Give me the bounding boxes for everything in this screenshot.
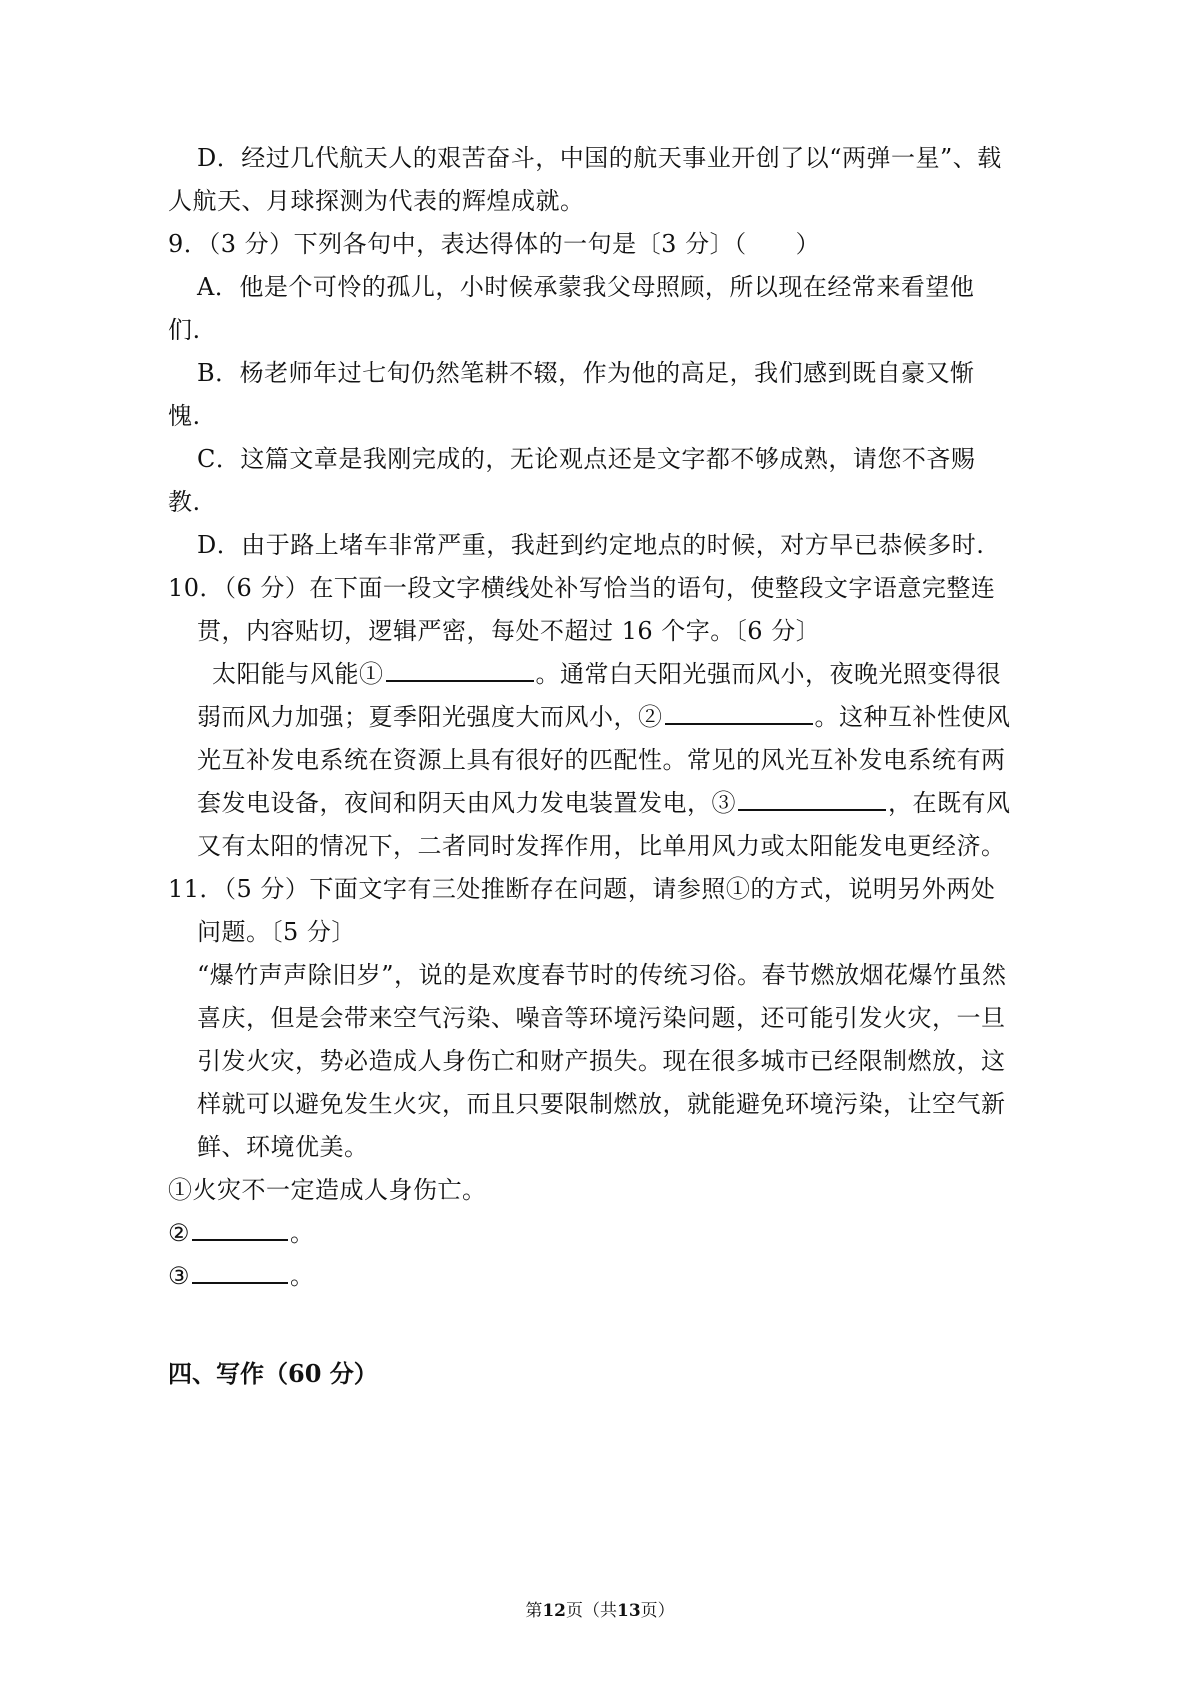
question-11-line1: 11．（5 分）下面文字有三处推断存在问题，请参照①的方式，说明另外两处 — [168, 875, 996, 903]
q9-option-a-line1: A．他是个可怜的孤儿，小时候承蒙我父母照顾，所以现在经常来看望他 — [197, 273, 975, 301]
total-pages: 13 — [617, 1601, 641, 1621]
q9-option-d: D．由于路上堵车非常严重，我赶到约定地点的时候，对方早已恭候多时. — [197, 531, 985, 559]
question-11-line2: 问题。〔5 分〕 — [197, 918, 356, 946]
question-9: 9．（3 分）下列各句中，表达得体的一句是〔3 分〕（ ） — [168, 230, 821, 258]
q10-passage-line1: 太阳能与风能① 。通常白天阳光强而风小，夜晚光照变得很 — [212, 660, 1001, 688]
option-d-q8-line1: D．经过几代航天人的艰苦奋斗，中国的航天事业开创了以“两弹一星”、载 — [197, 144, 1002, 172]
q11-passage-line2: 喜庆，但是会带来空气污染、噪音等环境污染问题，还可能引发火灾，一旦 — [197, 1004, 1006, 1032]
answer-blank-3[interactable] — [738, 787, 886, 811]
current-page-number: 12 — [542, 1601, 566, 1621]
q11-answer-3: ③ 。 — [168, 1262, 315, 1290]
q11-answer-2: ② 。 — [168, 1219, 315, 1247]
q9-option-b-line1: B．杨老师年过七旬仍然笔耕不辍，作为他的高足，我们感到既自豪又惭 — [197, 359, 975, 387]
q10-passage-line5: 又有太阳的情况下，二者同时发挥作用，比单用风力或太阳能发电更经济。 — [197, 832, 1006, 860]
q11-answer-1: ①火灾不一定造成人身伤亡。 — [168, 1176, 487, 1204]
answer-blank-q11-3[interactable] — [192, 1260, 288, 1284]
question-10-line1: 10．（6 分）在下面一段文字横线处补写恰当的语句，使整段文字语意完整连 — [168, 574, 996, 602]
page-footer: 第12页（共13页） — [525, 1601, 675, 1621]
q9-option-c-line1: C．这篇文章是我刚完成的，无论观点还是文字都不够成熟，请您不吝赐 — [197, 445, 976, 473]
q9-option-a-line2: 们. — [168, 316, 201, 344]
section-heading-writing: 四、写作（60 分） — [168, 1359, 378, 1388]
q9-option-c-line2: 教. — [168, 488, 201, 516]
q10-passage-line2: 弱而风力加强；夏季阳光强度大而风小，② 。这种互补性使风 — [197, 703, 1011, 731]
answer-blank-2[interactable] — [665, 701, 813, 725]
answer-blank-1[interactable] — [386, 658, 534, 682]
option-d-q8-line2: 人航天、月球探测为代表的辉煌成就。 — [168, 187, 585, 215]
q10-passage-line3: 光互补发电系统在资源上具有很好的匹配性。常见的风光互补发电系统有两 — [197, 746, 1006, 774]
q11-passage-line3: 引发火灾，势必造成人身伤亡和财产损失。现在很多城市已经限制燃放，这 — [197, 1047, 1006, 1075]
question-10-line2: 贯，内容贴切，逻辑严密，每处不超过 16 个字。〔6 分〕 — [197, 617, 821, 645]
answer-blank-q11-2[interactable] — [192, 1217, 288, 1241]
q11-passage-line4: 样就可以避免发生火灾，而且只要限制燃放，就能避免环境污染，让空气新 — [197, 1090, 1006, 1118]
q11-passage-line5: 鲜、环境优美。 — [197, 1133, 369, 1161]
q9-option-b-line2: 愧. — [168, 402, 201, 430]
q11-passage-line1: “爆竹声声除旧岁”，说的是欢度春节时的传统习俗。春节燃放烟花爆竹虽然 — [197, 961, 1007, 989]
q10-passage-line4: 套发电设备，夜间和阴天由风力发电装置发电，③ ，在既有风 — [197, 789, 1011, 817]
